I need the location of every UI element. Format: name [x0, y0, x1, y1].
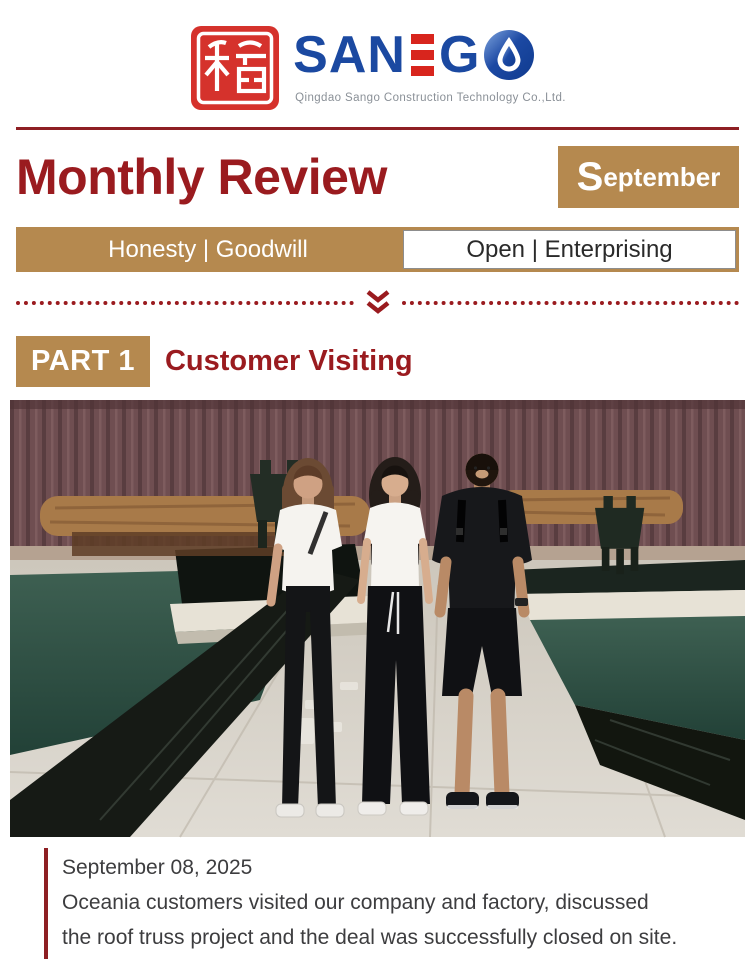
banner-left-label: Honesty | Goodwill — [108, 235, 308, 263]
customer-visit-photo — [10, 400, 745, 837]
header-rule — [16, 127, 739, 130]
section-heading: Customer Visiting — [164, 344, 413, 377]
caption-block — [44, 848, 755, 959]
brand-tagline: Qingdao Sango Construction Technology Co.,Ltd. — [295, 92, 566, 104]
banner-right-label: Open | Enterprising — [403, 230, 736, 269]
brand-block — [293, 24, 566, 104]
part-badge: PART 1 — [16, 336, 150, 387]
brand-o-droplet-icon — [483, 29, 535, 81]
brand-letters-san: SAN — [293, 26, 406, 84]
dotted-line-left — [16, 301, 354, 305]
brand-wordmark — [293, 24, 566, 86]
month-initial: S — [576, 155, 604, 199]
wooden-bench-right — [498, 490, 683, 524]
brand-letter-g: G — [438, 26, 481, 84]
masthead — [0, 144, 755, 210]
caption-line-1: Oceania customers visited our company and factory, discussed — [62, 891, 649, 914]
section-header — [16, 336, 739, 386]
values-banner — [16, 227, 739, 272]
company-logo — [0, 0, 755, 112]
caption-date: September 08, 2025 — [62, 856, 253, 879]
month-rest: eptember — [603, 162, 721, 192]
brand-e-bars-icon — [411, 34, 434, 76]
page-title: Monthly Review — [16, 149, 387, 205]
seal-icon — [189, 24, 281, 112]
month-badge — [558, 146, 739, 208]
caption-line-2: the roof truss project and the deal was successfully closed on site. — [62, 926, 678, 949]
dotted-line-right — [402, 301, 740, 305]
chevrons-down-icon — [363, 288, 393, 318]
dotted-separator — [16, 289, 739, 317]
